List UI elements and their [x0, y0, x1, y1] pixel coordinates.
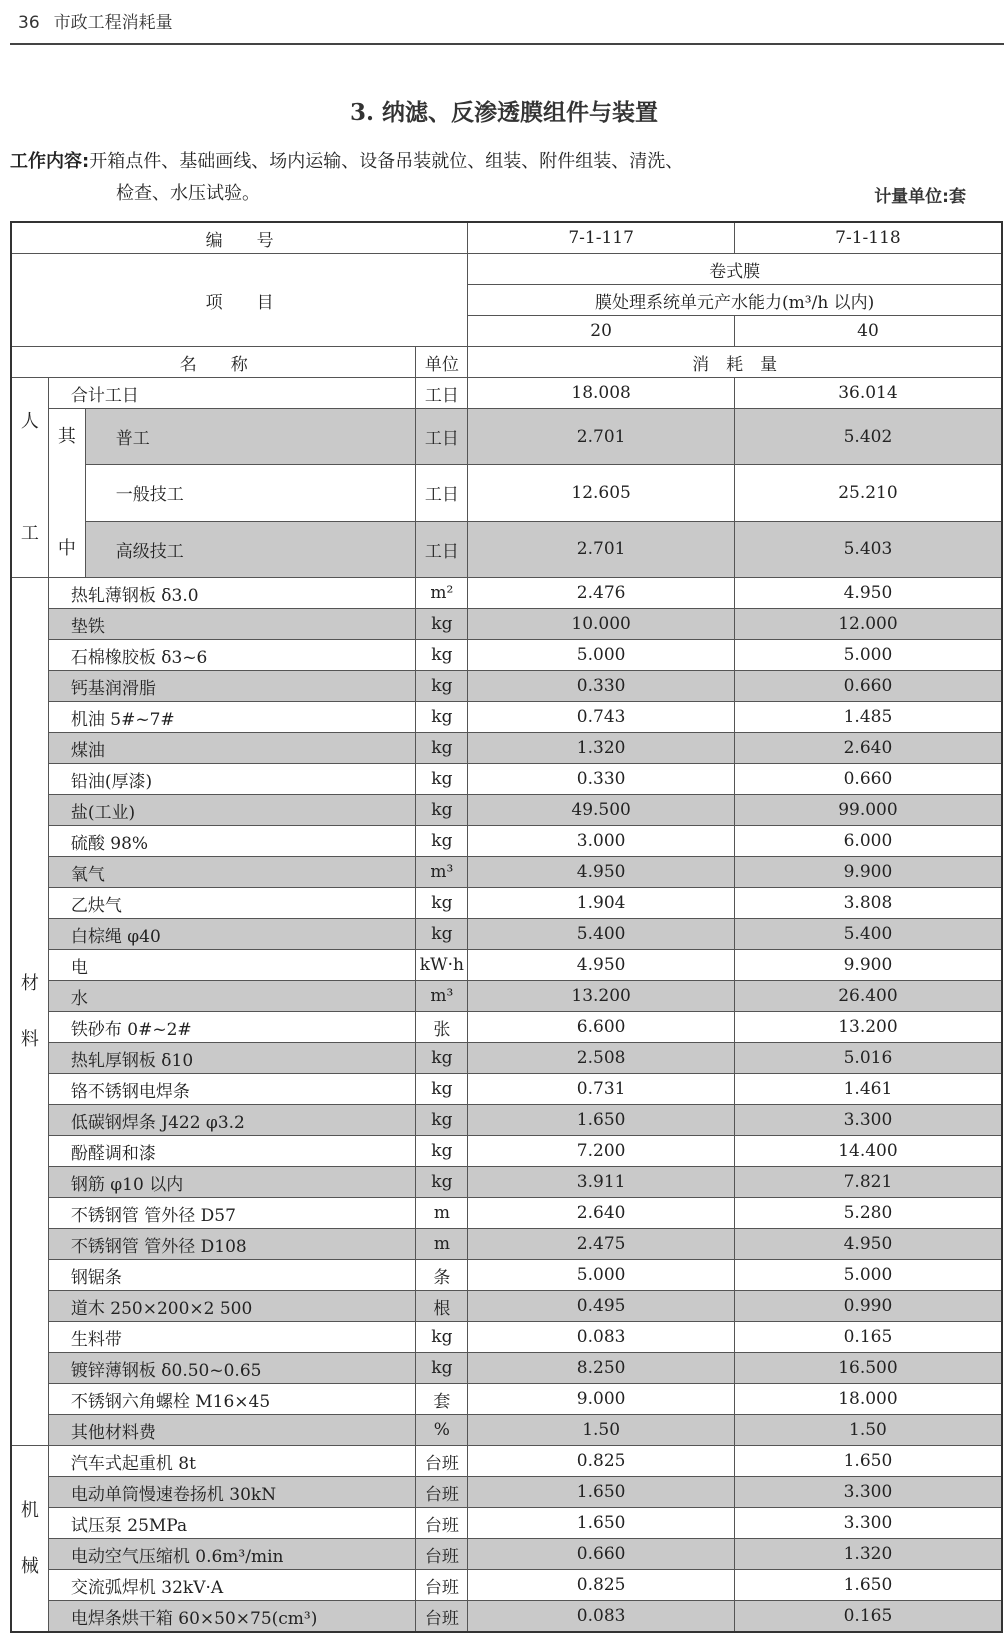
table-row — [11, 1136, 1002, 1167]
table-row — [11, 671, 1002, 702]
item-unit: kW·h — [416, 950, 468, 981]
value-cell: 0.660 — [468, 1539, 735, 1570]
work-label: 工作内容: — [10, 151, 90, 172]
value-cell: 3.808 — [734, 888, 1002, 919]
table-row — [11, 1353, 1002, 1384]
item-name: 试压泵 25MPa — [48, 1508, 416, 1539]
item-unit: 条 — [416, 1260, 468, 1291]
value-cell: 0.660 — [734, 764, 1002, 795]
table-row — [11, 347, 1002, 378]
item-name: 酚醛调和漆 — [48, 1136, 416, 1167]
item-unit: m³ — [416, 981, 468, 1012]
item-name: 电动空气压缩机 0.6m³/min — [48, 1539, 416, 1570]
work-content — [10, 146, 683, 210]
item-name: 煤油 — [48, 733, 416, 764]
item-unit: 套 — [416, 1384, 468, 1415]
table-row — [11, 1260, 1002, 1291]
item-name: 电动单筒慢速卷扬机 30kN — [48, 1477, 416, 1508]
capacity-value: 40 — [734, 316, 1002, 347]
subcategory-of-which: 其 中 — [48, 409, 85, 578]
item-name: 钙基润滑脂 — [48, 671, 416, 702]
value-cell: 1.904 — [468, 888, 735, 919]
item-name: 电焊条烘干箱 60×50×75(cm³) — [48, 1601, 416, 1633]
table-row — [11, 1167, 1002, 1198]
value-cell: 1.650 — [468, 1477, 735, 1508]
item-unit: kg — [416, 1322, 468, 1353]
section-title: 3. 纳滤、反渗透膜组件与装置 — [349, 99, 659, 126]
item-unit: 台班 — [416, 1508, 468, 1539]
value-cell: 1.485 — [734, 702, 1002, 733]
value-cell: 5.400 — [734, 919, 1002, 950]
value-cell: 4.950 — [468, 857, 735, 888]
table-row — [11, 857, 1002, 888]
item-name: 不锈钢六角螺栓 M16×45 — [48, 1384, 416, 1415]
item-name: 热轧薄钢板 δ3.0 — [48, 578, 416, 609]
table-row — [11, 1477, 1002, 1508]
item-unit: kg — [416, 702, 468, 733]
item-label: 项 目 — [11, 254, 468, 347]
code-cell: 7-1-117 — [468, 222, 735, 254]
item-name: 铅油(厚漆) — [48, 764, 416, 795]
value-cell: 49.500 — [468, 795, 735, 826]
value-cell: 0.731 — [468, 1074, 735, 1105]
item-name: 硫酸 98% — [48, 826, 416, 857]
item-unit: m — [416, 1229, 468, 1260]
item-name: 垫铁 — [48, 609, 416, 640]
value-cell: 12.000 — [734, 609, 1002, 640]
item-name: 交流弧焊机 32kV·A — [48, 1570, 416, 1601]
category-machinery: 机 械 — [11, 1446, 48, 1633]
table-row — [11, 578, 1002, 609]
value-cell: 0.990 — [734, 1291, 1002, 1322]
value-cell: 0.330 — [468, 671, 735, 702]
table-row — [11, 702, 1002, 733]
item-name: 高级技工 — [85, 521, 416, 577]
item-name: 道木 250×200×2 500 — [48, 1291, 416, 1322]
value-cell: 99.000 — [734, 795, 1002, 826]
work-line-2: 检查、水压试验。 — [116, 183, 260, 204]
page-number: 36 — [18, 13, 40, 33]
value-cell: 14.400 — [734, 1136, 1002, 1167]
value-cell: 12.605 — [468, 465, 735, 521]
item-name: 氧气 — [48, 857, 416, 888]
value-cell: 8.250 — [468, 1353, 735, 1384]
value-cell: 13.200 — [734, 1012, 1002, 1043]
item-unit: 台班 — [416, 1446, 468, 1477]
item-name: 不锈钢管 管外径 D108 — [48, 1229, 416, 1260]
item-unit: 台班 — [416, 1570, 468, 1601]
value-cell: 13.200 — [468, 981, 735, 1012]
value-cell: 2.508 — [468, 1043, 735, 1074]
value-cell: 3.300 — [734, 1477, 1002, 1508]
value-cell: 2.640 — [468, 1198, 735, 1229]
item-unit: 张 — [416, 1012, 468, 1043]
item-name: 白棕绳 φ40 — [48, 919, 416, 950]
value-cell: 3.300 — [734, 1105, 1002, 1136]
value-cell: 6.000 — [734, 826, 1002, 857]
item-unit: kg — [416, 1105, 468, 1136]
capacity-value: 20 — [468, 316, 735, 347]
table-row — [11, 378, 1002, 409]
table-row — [11, 1198, 1002, 1229]
header-rule — [10, 43, 1004, 45]
table-row — [11, 1384, 1002, 1415]
value-cell: 4.950 — [468, 950, 735, 981]
value-cell: 18.000 — [734, 1384, 1002, 1415]
table-row — [11, 465, 1002, 521]
item-unit: kg — [416, 609, 468, 640]
table-row — [11, 409, 1002, 465]
value-cell: 36.014 — [734, 378, 1002, 409]
item-unit: 根 — [416, 1291, 468, 1322]
item-unit: 工日 — [416, 378, 468, 409]
table-row — [11, 1539, 1002, 1570]
table-row — [11, 1012, 1002, 1043]
table-row — [11, 1570, 1002, 1601]
value-cell: 7.821 — [734, 1167, 1002, 1198]
item-unit: 台班 — [416, 1601, 468, 1633]
table-row — [11, 1291, 1002, 1322]
code-cell: 7-1-118 — [734, 222, 1002, 254]
item-unit: kg — [416, 1167, 468, 1198]
value-cell: 4.950 — [734, 1229, 1002, 1260]
value-cell: 5.000 — [468, 640, 735, 671]
item-unit: kg — [416, 1136, 468, 1167]
value-cell: 9.000 — [468, 1384, 735, 1415]
table-row — [11, 1446, 1002, 1477]
item-unit: kg — [416, 826, 468, 857]
table-row — [11, 1601, 1002, 1633]
table-row — [11, 888, 1002, 919]
category-materials: 材 料 — [11, 578, 48, 1446]
value-cell: 5.400 — [468, 919, 735, 950]
item-unit: kg — [416, 795, 468, 826]
value-cell: 1.50 — [468, 1415, 735, 1446]
consumption-header: 消 耗 量 — [468, 347, 1002, 378]
value-cell: 9.900 — [734, 950, 1002, 981]
value-cell: 0.825 — [468, 1446, 735, 1477]
value-cell: 1.650 — [468, 1105, 735, 1136]
item-name: 水 — [48, 981, 416, 1012]
table-row — [11, 1043, 1002, 1074]
item-name: 盐(工业) — [48, 795, 416, 826]
value-cell: 25.210 — [734, 465, 1002, 521]
item-name: 汽车式起重机 8t — [48, 1446, 416, 1477]
value-cell: 4.950 — [734, 578, 1002, 609]
book-title: 市政工程消耗量 — [53, 13, 173, 33]
table-row — [11, 640, 1002, 671]
value-cell: 3.911 — [468, 1167, 735, 1198]
value-cell: 1.320 — [734, 1539, 1002, 1570]
table-row — [11, 1508, 1002, 1539]
value-cell: 1.461 — [734, 1074, 1002, 1105]
item-name: 普工 — [85, 409, 416, 465]
value-cell: 0.743 — [468, 702, 735, 733]
value-cell: 5.403 — [734, 521, 1002, 577]
table-row — [11, 1415, 1002, 1446]
code-label: 编 号 — [11, 222, 468, 254]
item-name: 钢锯条 — [48, 1260, 416, 1291]
value-cell: 1.50 — [734, 1415, 1002, 1446]
table-row — [11, 826, 1002, 857]
item-unit: m — [416, 1198, 468, 1229]
value-cell: 0.825 — [468, 1570, 735, 1601]
table-row — [11, 222, 1002, 254]
value-cell: 0.660 — [734, 671, 1002, 702]
item-name: 不锈钢管 管外径 D57 — [48, 1198, 416, 1229]
value-cell: 3.000 — [468, 826, 735, 857]
value-cell: 9.900 — [734, 857, 1002, 888]
table-row — [11, 764, 1002, 795]
item-name: 乙炔气 — [48, 888, 416, 919]
table-row — [11, 1074, 1002, 1105]
item-unit: m² — [416, 578, 468, 609]
item-unit: kg — [416, 1043, 468, 1074]
value-cell: 1.650 — [734, 1570, 1002, 1601]
table-row — [11, 1105, 1002, 1136]
value-cell: 1.650 — [468, 1508, 735, 1539]
value-cell: 16.500 — [734, 1353, 1002, 1384]
table-row — [11, 733, 1002, 764]
item-unit: kg — [416, 919, 468, 950]
item-name: 石棉橡胶板 δ3~6 — [48, 640, 416, 671]
item-unit: 台班 — [416, 1539, 468, 1570]
consumption-table — [10, 221, 1003, 1633]
value-cell: 6.600 — [468, 1012, 735, 1043]
item-unit: % — [416, 1415, 468, 1446]
value-cell: 2.476 — [468, 578, 735, 609]
item-unit: kg — [416, 1353, 468, 1384]
value-cell: 5.280 — [734, 1198, 1002, 1229]
value-cell: 3.300 — [734, 1508, 1002, 1539]
value-cell: 5.000 — [468, 1260, 735, 1291]
value-cell: 2.701 — [468, 521, 735, 577]
value-cell: 5.016 — [734, 1043, 1002, 1074]
measure-unit: 计量单位:套 — [874, 187, 966, 207]
work-line-1: 开箱点件、基础画线、场内运输、设备吊装就位、组装、附件组装、清洗、 — [89, 151, 684, 172]
item-unit: 工日 — [416, 521, 468, 577]
value-cell: 5.000 — [734, 1260, 1002, 1291]
table-row — [11, 254, 1002, 285]
value-cell: 2.640 — [734, 733, 1002, 764]
item-unit: kg — [416, 764, 468, 795]
value-cell: 26.400 — [734, 981, 1002, 1012]
table-row — [11, 950, 1002, 981]
item-name: 镀锌薄钢板 δ0.50~0.65 — [48, 1353, 416, 1384]
table-row — [11, 609, 1002, 640]
value-cell: 0.083 — [468, 1601, 735, 1633]
item-unit: 工日 — [416, 465, 468, 521]
item-name: 机油 5#~7# — [48, 702, 416, 733]
item-unit: 工日 — [416, 409, 468, 465]
capacity-label: 膜处理系统单元产水能力(m³/h 以内) — [468, 285, 1002, 316]
value-cell: 5.000 — [734, 640, 1002, 671]
value-cell: 1.320 — [468, 733, 735, 764]
value-cell: 7.200 — [468, 1136, 735, 1167]
membrane-type: 卷式膜 — [468, 254, 1002, 285]
item-unit: kg — [416, 733, 468, 764]
page-header — [18, 8, 173, 33]
value-cell: 0.495 — [468, 1291, 735, 1322]
item-unit: kg — [416, 640, 468, 671]
table-row — [11, 981, 1002, 1012]
item-name: 合计工日 — [48, 378, 416, 409]
value-cell: 0.165 — [734, 1601, 1002, 1633]
value-cell: 0.083 — [468, 1322, 735, 1353]
table-row — [11, 795, 1002, 826]
value-cell: 1.650 — [734, 1446, 1002, 1477]
value-cell: 18.008 — [468, 378, 735, 409]
item-name: 电 — [48, 950, 416, 981]
table-row — [11, 919, 1002, 950]
unit-header: 单位 — [416, 347, 468, 378]
name-header: 名 称 — [11, 347, 416, 378]
item-name: 生料带 — [48, 1322, 416, 1353]
item-name: 低碳钢焊条 J422 φ3.2 — [48, 1105, 416, 1136]
value-cell: 10.000 — [468, 609, 735, 640]
item-name: 一般技工 — [85, 465, 416, 521]
item-name: 铁砂布 0#~2# — [48, 1012, 416, 1043]
item-unit: kg — [416, 1074, 468, 1105]
item-name: 钢筋 φ10 以内 — [48, 1167, 416, 1198]
item-unit: kg — [416, 888, 468, 919]
item-unit: kg — [416, 671, 468, 702]
item-name: 铬不锈钢电焊条 — [48, 1074, 416, 1105]
value-cell: 2.475 — [468, 1229, 735, 1260]
value-cell: 5.402 — [734, 409, 1002, 465]
category-labor: 人 工 — [11, 378, 48, 578]
value-cell: 0.165 — [734, 1322, 1002, 1353]
item-unit: m³ — [416, 857, 468, 888]
item-name: 其他材料费 — [48, 1415, 416, 1446]
table-row — [11, 521, 1002, 577]
value-cell: 2.701 — [468, 409, 735, 465]
item-unit: 台班 — [416, 1477, 468, 1508]
table-row — [11, 1322, 1002, 1353]
item-name: 热轧厚钢板 δ10 — [48, 1043, 416, 1074]
value-cell: 0.330 — [468, 764, 735, 795]
table-row — [11, 1229, 1002, 1260]
